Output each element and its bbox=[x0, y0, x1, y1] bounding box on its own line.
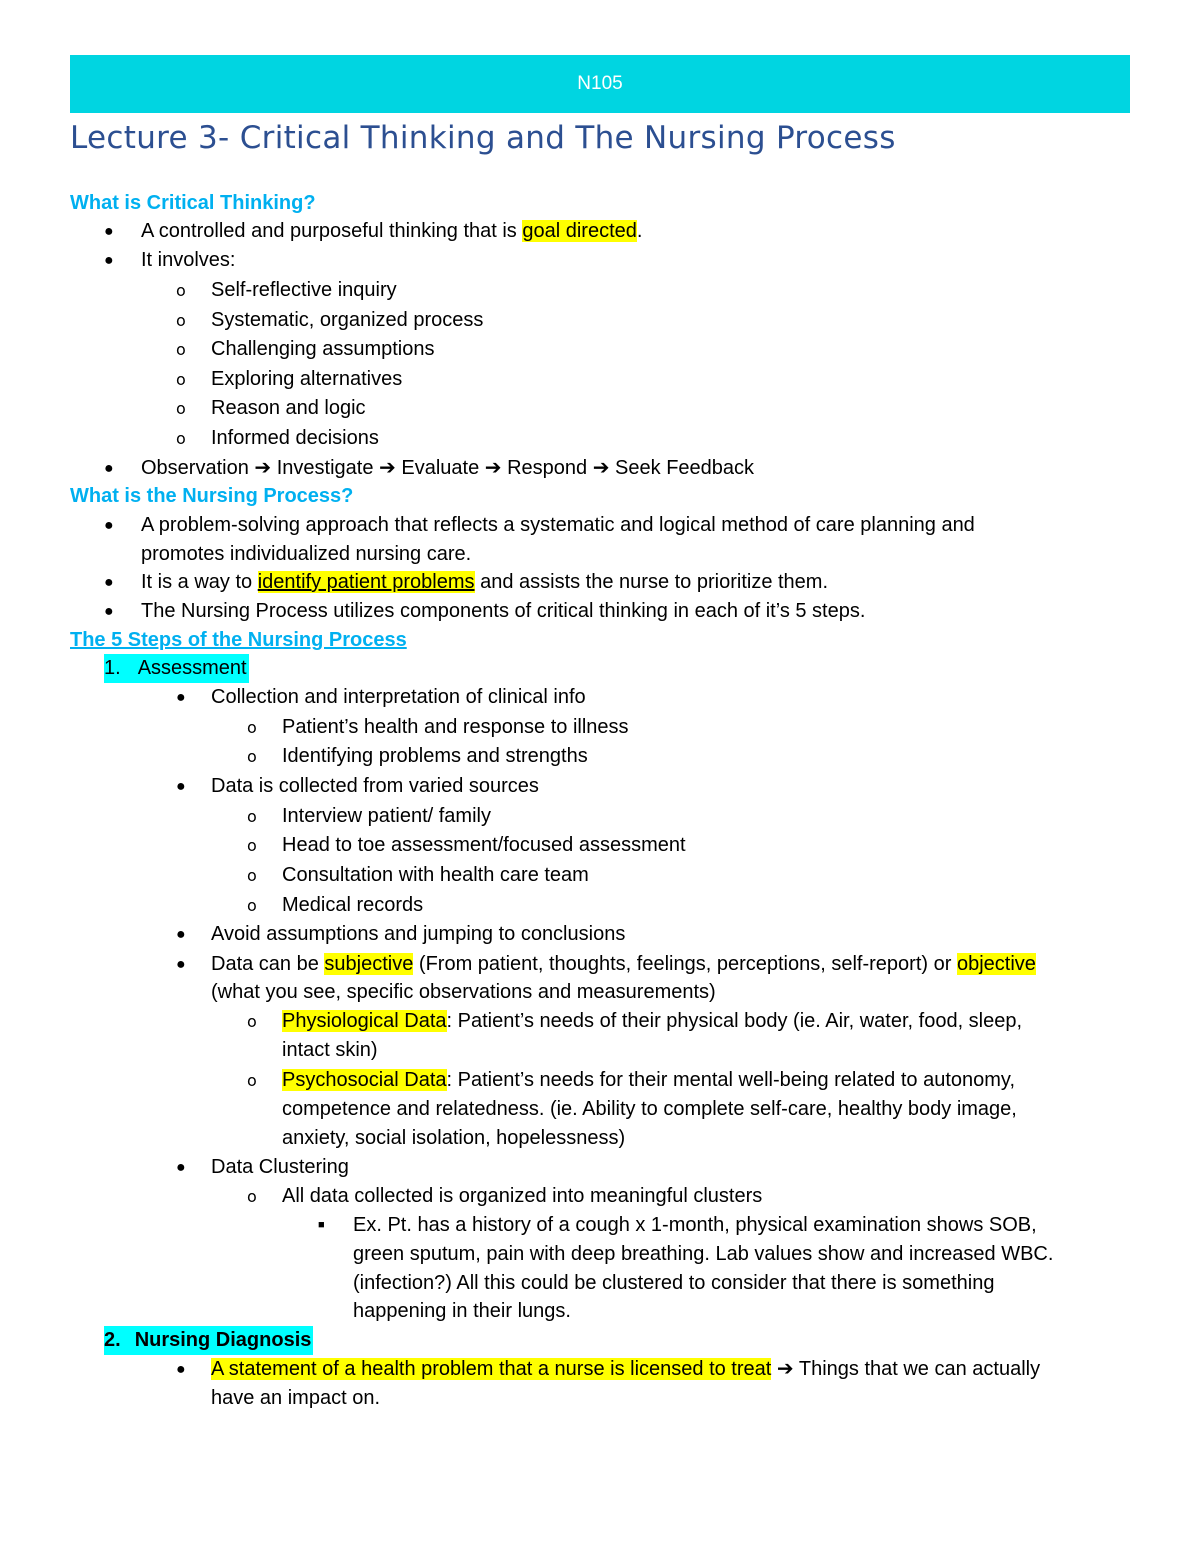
list-item: Collection and interpretation of clinical info bbox=[211, 686, 586, 708]
example-item: Ex. Pt. has a history of a cough x 1-month, physical examination shows SOB, bbox=[353, 1214, 1037, 1236]
sub-list-item: Head to toe assessment/focused assessment bbox=[282, 834, 686, 856]
step-2-heading bbox=[104, 1326, 313, 1355]
bullet-icon: ● bbox=[104, 223, 114, 240]
step-number: 2. bbox=[104, 1329, 121, 1351]
list-item: Data is collected from varied sources bbox=[211, 775, 539, 797]
highlight-diagnosis-definition: A statement of a health problem that a nurse is licensed to treat bbox=[211, 1358, 772, 1380]
bullet-icon: ● bbox=[176, 1159, 186, 1176]
sub-list-item-continued: competence and relatedness. (ie. Ability to complete self-care, healthy body image, bbox=[282, 1098, 1017, 1120]
bullet-icon: ● bbox=[176, 926, 186, 943]
arrow-right-icon: ➔ bbox=[776, 1358, 794, 1380]
list-item-continued: have an impact on. bbox=[211, 1387, 380, 1409]
list-item-continued: (what you see, specific observations and measurements) bbox=[211, 981, 716, 1003]
circle-bullet-icon: o bbox=[176, 340, 186, 359]
list-item: It is a way to identify patient problems and assists the nurse to prioritize them. bbox=[141, 571, 829, 593]
highlight-physiological-data: Physiological Data bbox=[282, 1010, 447, 1032]
circle-bullet-icon: o bbox=[247, 747, 257, 766]
highlight-goal-directed: goal directed bbox=[522, 220, 637, 242]
step-1-heading bbox=[104, 654, 249, 683]
sub-list-item: Reason and logic bbox=[211, 397, 366, 419]
list-item-continued: promotes individualized nursing care. bbox=[141, 543, 472, 565]
heading-five-steps: The 5 Steps of the Nursing Process bbox=[70, 629, 407, 651]
list-item: A controlled and purposeful thinking that is goal directed. bbox=[141, 220, 643, 242]
circle-bullet-icon: o bbox=[247, 836, 257, 855]
list-item: Data Clustering bbox=[211, 1156, 349, 1178]
heading-critical-thinking: What is Critical Thinking? bbox=[70, 192, 316, 214]
sub-list-item: Interview patient/ family bbox=[282, 805, 491, 827]
arrow-right-icon: ➔ bbox=[379, 457, 396, 479]
highlight-objective: objective bbox=[956, 953, 1036, 975]
sub-list-item: Consultation with health care team bbox=[282, 864, 589, 886]
sub-list-item: Exploring alternatives bbox=[211, 368, 403, 390]
sub-list-item: Medical records bbox=[282, 894, 424, 916]
list-item: A statement of a health problem that a nurse is licensed to treat ➔ Things that we can actually bbox=[211, 1358, 1041, 1380]
sub-list-item: Identifying problems and strengths bbox=[282, 745, 588, 767]
arrow-right-icon: ➔ bbox=[484, 457, 502, 479]
bullet-icon: ● bbox=[104, 460, 114, 477]
circle-bullet-icon: o bbox=[176, 281, 186, 300]
bullet-icon: ● bbox=[176, 1361, 186, 1378]
step-number: 1. bbox=[104, 657, 121, 679]
list-item: Avoid assumptions and jumping to conclusions bbox=[211, 923, 626, 945]
list-item: The Nursing Process utilizes components of critical thinking in each of it’s 5 steps. bbox=[141, 600, 866, 622]
sub-list-item: Self-reflective inquiry bbox=[211, 279, 397, 301]
sub-list-item: Psychosocial Data: Patient’s needs for their mental well-being related to autonomy, bbox=[282, 1069, 1015, 1091]
course-code: N105 bbox=[577, 73, 623, 94]
highlight-psychosocial-data: Psychosocial Data bbox=[282, 1069, 447, 1091]
arrow-right-icon: ➔ bbox=[592, 457, 610, 479]
list-item: It involves: bbox=[141, 249, 236, 271]
circle-bullet-icon: o bbox=[247, 1071, 257, 1090]
sub-list-item: Physiological Data: Patient’s needs of their physical body (ie. Air, water, food, sleep, bbox=[282, 1010, 1023, 1032]
bullet-icon: ● bbox=[104, 517, 114, 534]
sub-list-item-continued: anxiety, social isolation, hopelessness) bbox=[282, 1127, 626, 1149]
bullet-icon: ● bbox=[176, 956, 186, 973]
sub-list-item: Systematic, organized process bbox=[211, 309, 484, 331]
sub-list-item: All data collected is organized into meaningful clusters bbox=[282, 1185, 763, 1207]
sub-list-item: Patient’s health and response to illness bbox=[282, 716, 629, 738]
page-title: Lecture 3- Critical Thinking and The Nursing Process bbox=[70, 120, 896, 156]
circle-bullet-icon: o bbox=[247, 866, 257, 885]
circle-bullet-icon: o bbox=[176, 399, 186, 418]
circle-bullet-icon: o bbox=[247, 807, 257, 826]
step-label: Assessment bbox=[137, 657, 247, 679]
example-item-continued: (infection?) All this could be clustered to consider that there is something bbox=[353, 1272, 995, 1294]
step-label: Nursing Diagnosis bbox=[134, 1329, 312, 1351]
circle-bullet-icon: o bbox=[247, 1187, 257, 1206]
sub-list-item: Challenging assumptions bbox=[211, 338, 435, 360]
circle-bullet-icon: o bbox=[247, 1012, 257, 1031]
bullet-icon: ● bbox=[176, 778, 186, 795]
circle-bullet-icon: o bbox=[247, 896, 257, 915]
circle-bullet-icon: o bbox=[176, 429, 186, 448]
bullet-icon: ● bbox=[104, 603, 114, 620]
highlight-subjective: subjective bbox=[324, 953, 414, 975]
bullet-icon: ● bbox=[104, 252, 114, 269]
square-bullet-icon: ■ bbox=[318, 1219, 325, 1231]
circle-bullet-icon: o bbox=[176, 311, 186, 330]
flow-sequence: Observation ➔ Investigate ➔ Evaluate ➔ Respond ➔ Seek Feedback bbox=[141, 457, 755, 479]
sub-list-item: Informed decisions bbox=[211, 427, 379, 449]
circle-bullet-icon: o bbox=[176, 370, 186, 389]
example-item-continued: happening in their lungs. bbox=[353, 1300, 571, 1322]
circle-bullet-icon: o bbox=[247, 718, 257, 737]
list-item: Data can be subjective (From patient, thoughts, feelings, perceptions, self-report) or objective bbox=[211, 953, 1036, 975]
arrow-right-icon: ➔ bbox=[254, 457, 272, 479]
bullet-icon: ● bbox=[104, 574, 114, 591]
course-banner bbox=[70, 55, 1130, 113]
heading-nursing-process: What is the Nursing Process? bbox=[70, 485, 354, 507]
sub-list-item-continued: intact skin) bbox=[282, 1039, 378, 1061]
bullet-icon: ● bbox=[176, 689, 186, 706]
highlight-identify-problems: identify patient problems bbox=[257, 571, 475, 593]
list-item: A problem-solving approach that reflects a systematic and logical method of care planning and bbox=[141, 514, 975, 536]
example-item-continued: green sputum, pain with deep breathing. Lab values show and increased WBC. bbox=[353, 1243, 1054, 1265]
